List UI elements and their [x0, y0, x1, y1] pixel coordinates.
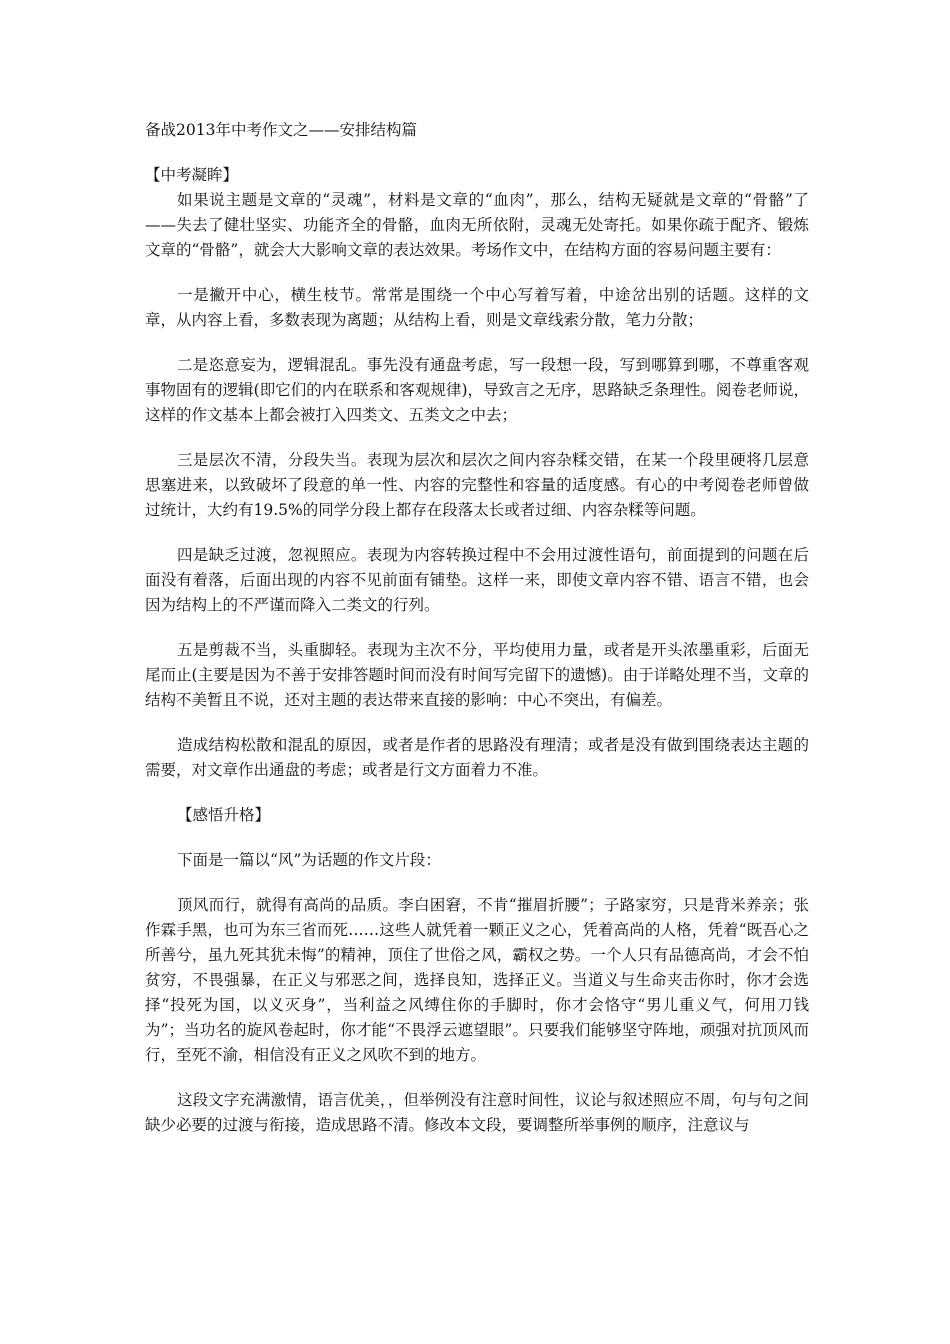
commentary-paragraph: 这段文字充满激情，语言优美，，但举例没有注意时间性，议论与叙述照应不周，句与句之间缺少必要的过渡与衔接，造成思路不清。修改本文段，要调整所举事例的顺序，注意议与 [145, 1091, 809, 1134]
document-title: 备战2013年中考作文之——安排结构篇 [145, 121, 417, 139]
problem-paragraph-4: 四是缺乏过渡，忽视照应。表现为内容转换过程中不会用过渡性语句，前面提到的问题在后面没有着落，后面出现的内容不见前面有铺垫。这样一来，即使文章内容不错、语言不错，也会因为结构上的不严谨而降入二类文的行列。 [145, 546, 809, 614]
example-intro-paragraph: 下面是一篇以“风”为话题的作文片段： [177, 851, 441, 869]
problem-paragraph-1: 一是撇开中心，横生枝节。常常是围绕一个中心写着写着，中途岔出别的话题。这样的文章，从内容上看，多数表现为离题；从结构上看，则是文章线索分散，笔力分散； [145, 286, 809, 329]
problem-paragraph-3: 三是层次不清，分段失当。表现为层次和层次之间内容杂糅交错，在某一个段里硬将几层意思塞进来，以致破坏了段意的单一性、内容的完整性和容量的适度感。有心的中考阅卷老师曾做过统计，大约有19.5%的同学分段上都存在段落太长或者过细、内容杂糅等问题。 [145, 451, 809, 519]
problem-paragraph-2: 二是恣意妄为，逻辑混乱。事先没有通盘考虑，写一段想一段，写到哪算到哪，不尊重客观事物固有的逻辑(即它们的内在联系和客观规律)，导致言之无序，思路缺乏条理性。阅卷老师说，这样的作文基本上都会被打入四类文、五类文之中去； [145, 356, 809, 424]
intro-paragraph: 如果说主题是文章的“灵魂”，材料是文章的“血肉”，那么，结构无疑就是文章的“骨骼”了——失去了健壮坚实、功能齐全的骨骼，血肉无所依附，灵魂无处寄托。如果你疏于配齐、锻炼文章的“骨骼”，就会大大影响文章的表达效果。考场作文中，在结构方面的容易问题主要有： [145, 191, 809, 259]
cause-paragraph: 造成结构松散和混乱的原因，或者是作者的思路没有理清；或者是没有做到围绕表达主题的需要，对文章作出通盘的考虑；或者是行文方面着力不准。 [145, 736, 809, 779]
section-heading-zhongkao: 【中考凝眸】 [145, 166, 239, 184]
section-heading-ganwu: 【感悟升格】 [177, 806, 271, 824]
problem-paragraph-5: 五是剪裁不当，头重脚轻。表现为主次不分，平均使用力量，或者是开头浓墨重彩，后面无尾而止(主要是因为不善于安排答题时间而没有时间写完留下的遗憾)。由于详略处理不当，文章的结构不美暂且不说，还对主题的表达带来直接的影响：中心不突出，有偏差。 [145, 641, 809, 709]
document-page [145, 118, 809, 1158]
example-essay-paragraph: 顶风而行，就得有高尚的品质。李白困窘，不肯“摧眉折腰”；子路家穷，只是背米养亲；张作霖手黑，也可为东三省而死……这些人就凭着一颗正义之心，凭着高尚的人格，凭着“既吾心之所善兮，虽九死其犹未悔”的精神，顶住了世俗之风，霸权之势。一个人只有品德高尚，才会不怕贫穷，不畏强暴，在正义与邪恶之间，选择良知，选择正义。当道义与生命夹击你时，你才会选择“投死为国，以义灭身”，当利益之风缚住你的手脚时，你才会恪守“男儿重义气，何用刀钱为”；当功名的旋风卷起时，你才能“不畏浮云遮望眼”。只要我们能够坚守阵地，顽强对抗顶风而行，至死不渝，相信没有正义之风吹不到的地方。 [145, 896, 809, 1064]
